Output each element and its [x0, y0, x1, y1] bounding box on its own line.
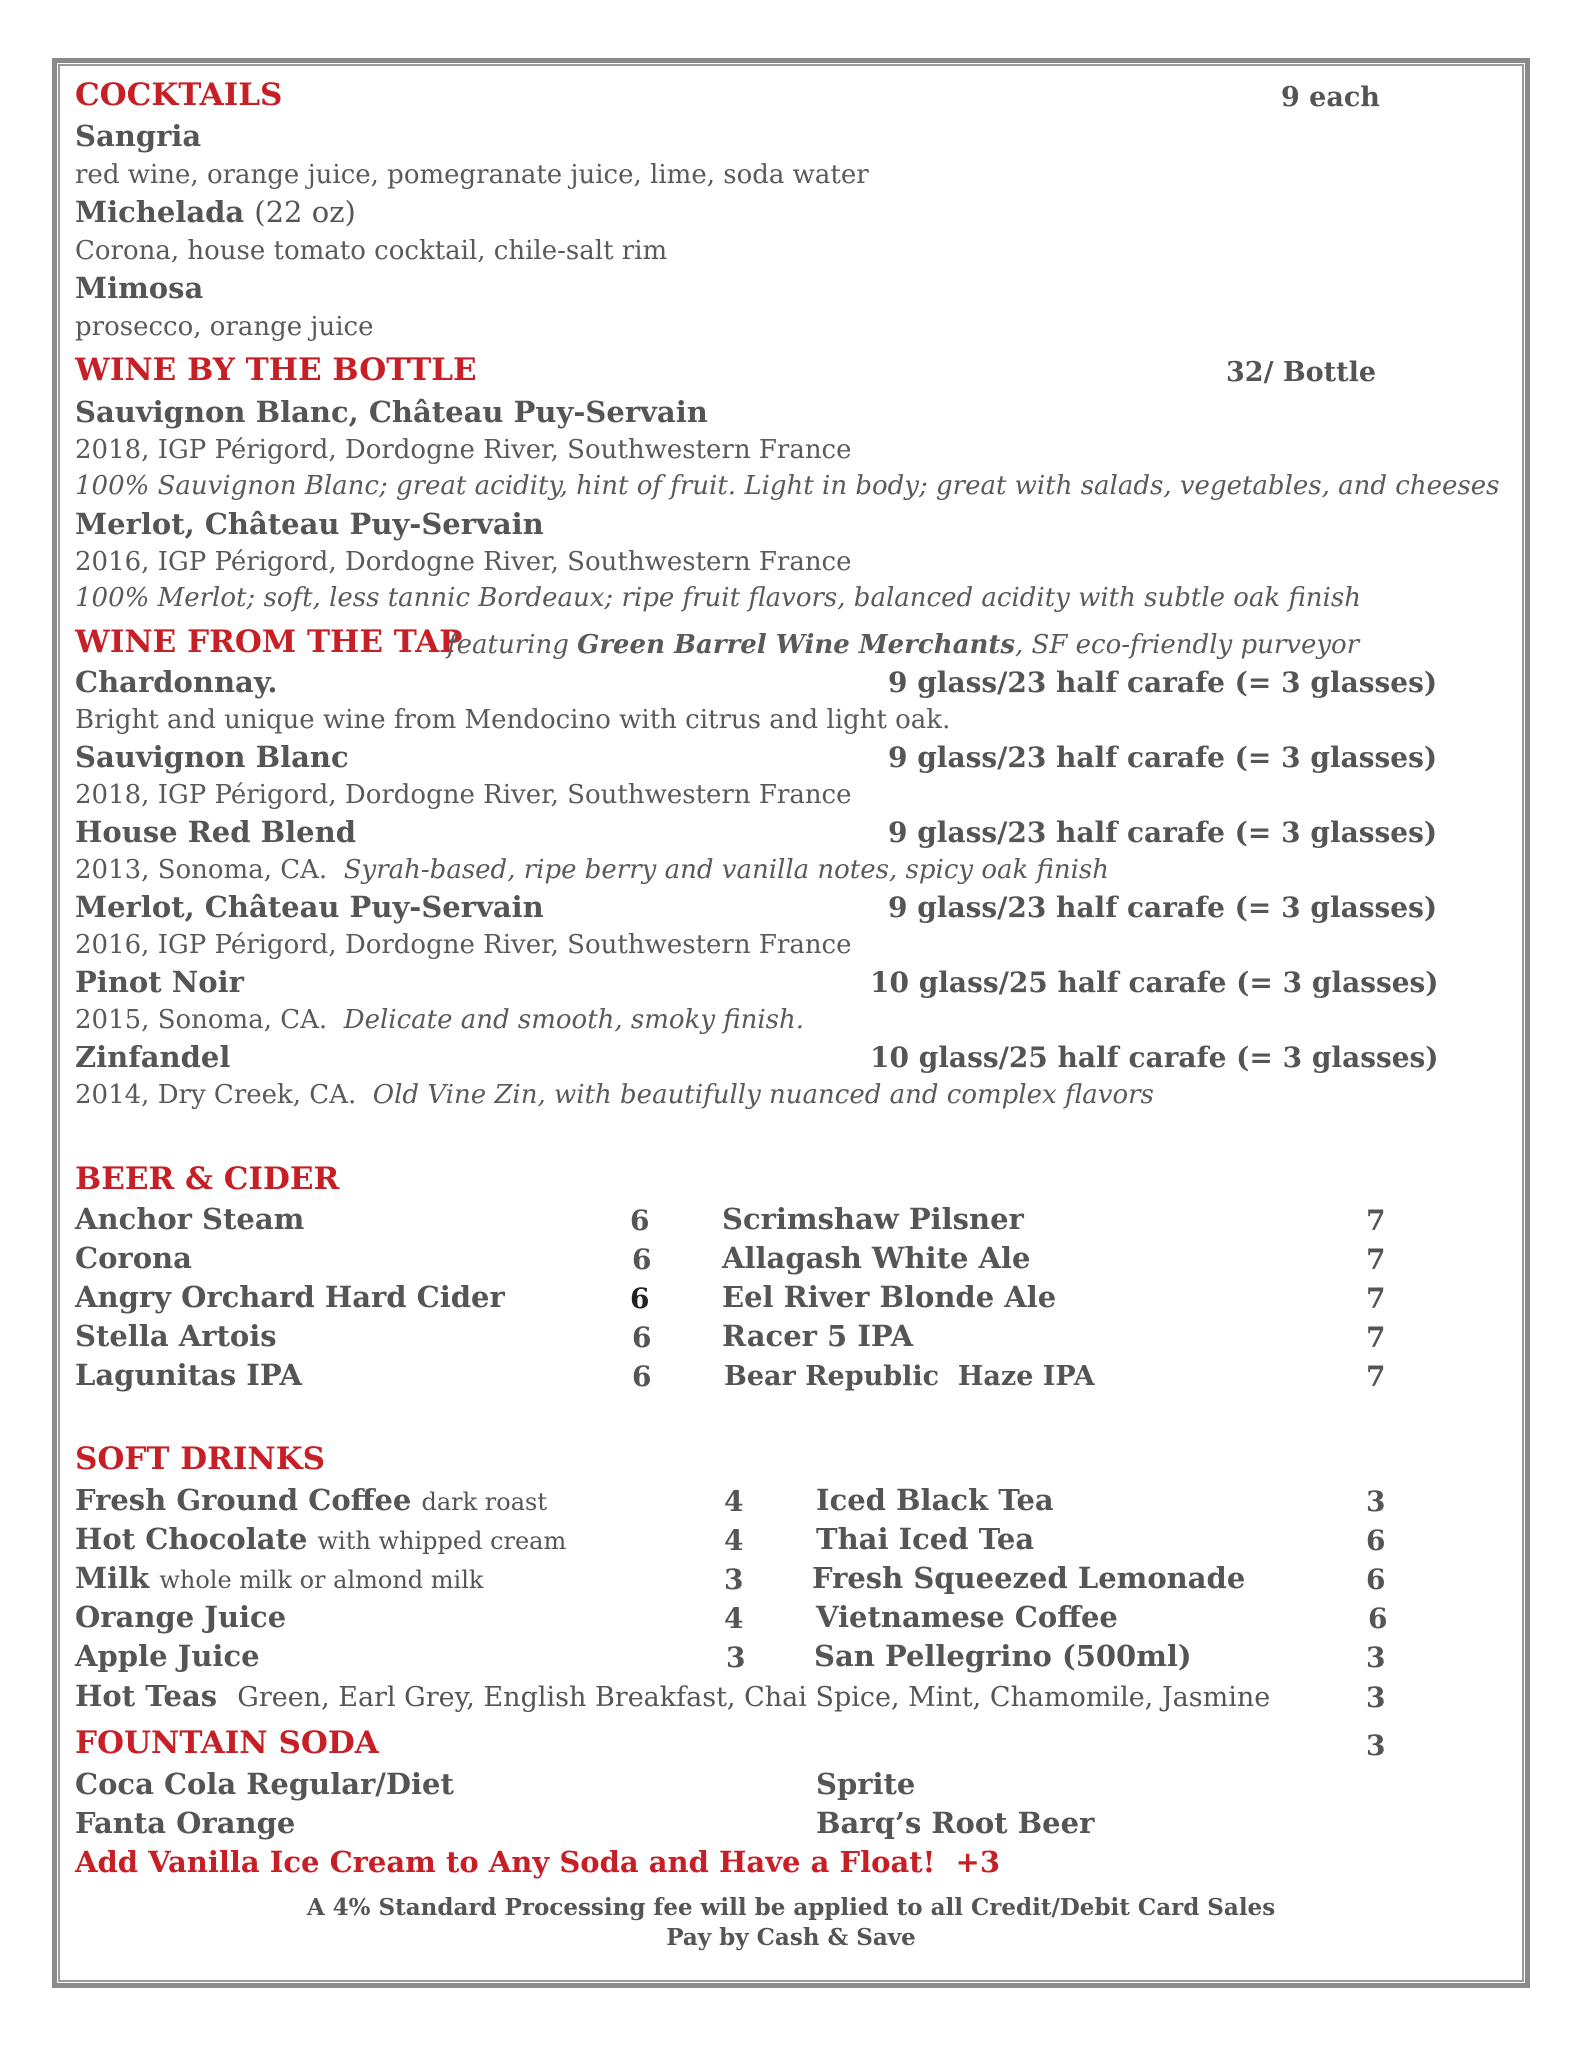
item-name: Mimosa	[75, 271, 204, 305]
item-size: (22 oz)	[254, 195, 356, 229]
drink-name: Iced Black Tea	[816, 1483, 1054, 1517]
item-price: 10 glass/25 half carafe (= 3 glasses)	[870, 966, 1439, 999]
drink-name	[75, 1561, 484, 1595]
drink-price: 4	[724, 1602, 744, 1635]
soft-drinks-heading: SOFT DRINKS	[75, 1441, 326, 1477]
item-name: Sangria	[75, 119, 202, 153]
beer-name: Anchor Steam	[75, 1202, 305, 1236]
beer-price: 7	[1366, 1282, 1386, 1315]
item-name: Merlot, Château Puy-Servain	[75, 507, 544, 541]
item-name: Chardonnay.	[75, 665, 278, 699]
item-origin-notes	[75, 1082, 1154, 1108]
drink-description: Green, Earl Grey, English Breakfast, Chai Spice, Mint, Chamomile, Jasmine	[237, 1682, 1271, 1713]
drink-name: Thai Iced Tea	[816, 1522, 1035, 1556]
beer-price: 6	[632, 1321, 652, 1354]
cocktails-heading: COCKTAILS	[75, 77, 283, 113]
wine-bottle-heading: WINE BY THE BOTTLE	[75, 352, 477, 388]
item-name: Merlot, Château Puy-Servain	[75, 890, 544, 924]
item-name: Zinfandel	[75, 1040, 231, 1074]
item-notes: Old Vine Zin, with beautifully nuanced and complex flavors	[372, 1080, 1154, 1110]
soda-name: Coca Cola Regular/Diet	[75, 1767, 454, 1801]
item-origin: 2018, IGP Périgord, Dordogne River, Southwestern France	[75, 780, 852, 810]
featuring-label: featuring	[447, 630, 569, 660]
beer-name: Corona	[75, 1241, 192, 1275]
item-name	[75, 195, 356, 229]
item-price: 9 glass/23 half carafe (= 3 glasses)	[888, 666, 1438, 699]
drink-description: dark roast	[421, 1488, 547, 1516]
beer-name: Scrimshaw Pilsner	[722, 1202, 1024, 1236]
beer-price: 6	[630, 1282, 650, 1315]
wine-tap-heading: WINE FROM THE TAP	[75, 624, 463, 660]
beer-price: 6	[632, 1243, 652, 1276]
beer-price: 6	[630, 1204, 650, 1237]
item-price: 9 glass/23 half carafe (= 3 glasses)	[888, 891, 1438, 924]
soda-name: Sprite	[816, 1767, 916, 1801]
drink-price: 6	[1366, 1524, 1386, 1557]
drink-price: 6	[1366, 1563, 1386, 1596]
card-fee-notice: A 4% Standard Processing fee will be applied to all Credit/Debit Card Sales	[306, 1894, 1276, 1921]
drink-name	[75, 1522, 567, 1556]
item-price: 10 glass/25 half carafe (= 3 glasses)	[870, 1041, 1439, 1074]
beer-name: Eel River Blonde Ale	[722, 1280, 1057, 1314]
beer-price: 7	[1366, 1321, 1386, 1354]
drink-description: with whipped cream	[317, 1527, 567, 1555]
cocktails-price: 9 each	[1281, 82, 1380, 113]
item-origin: 2016, IGP Périgord, Dordogne River, Southwestern France	[75, 547, 852, 577]
wine-bottle-price: 32/ Bottle	[1226, 357, 1377, 388]
drink-name: Vietnamese Coffee	[816, 1600, 1118, 1634]
drink-name: Fresh Squeezed Lemonade	[812, 1561, 1246, 1595]
beer-name: Lagunitas IPA	[75, 1358, 303, 1392]
drink-name: San Pellegrino (500ml)	[814, 1639, 1192, 1673]
item-origin: 2018, IGP Périgord, Dordogne River, Southwestern France	[75, 435, 852, 465]
item-name: House Red Blend	[75, 815, 356, 849]
beer-price: 7	[1366, 1360, 1386, 1393]
cash-savings-notice: Pay by Cash & Save	[666, 1924, 916, 1951]
drink-price: 6	[1368, 1602, 1388, 1635]
item-origin: 2016, IGP Périgord, Dordogne River, Southwestern France	[75, 930, 852, 960]
item-name: Sauvignon Blanc, Château Puy-Servain	[75, 395, 708, 429]
fountain-soda-price: 3	[1366, 1729, 1386, 1762]
beer-name: Angry Orchard Hard Cider	[75, 1280, 505, 1314]
item-notes: 100% Merlot; soft, less tannic Bordeaux; ripe fruit flavors, balanced acidity with subtle oak finish	[75, 583, 1361, 613]
drink-price: 3	[724, 1563, 744, 1596]
item-origin-notes	[75, 1007, 804, 1033]
item-description: Corona, house tomato cocktail, chile-salt rim	[75, 236, 668, 266]
hot-teas-row	[75, 1679, 1271, 1713]
drink-price: 4	[724, 1524, 744, 1557]
item-origin-notes	[75, 857, 1109, 883]
soda-name: Barq’s Root Beer	[816, 1806, 1095, 1840]
beer-price: 6	[632, 1360, 652, 1393]
item-description: prosecco, orange juice	[75, 312, 374, 342]
float-offer: Add Vanilla Ice Cream to Any Soda and Have a Float! +3	[75, 1845, 1001, 1879]
item-price: 9 glass/23 half carafe (= 3 glasses)	[888, 816, 1438, 849]
beer-heading: BEER & CIDER	[75, 1161, 340, 1197]
drink-price: 3	[1366, 1641, 1386, 1674]
featuring-description: , SF eco-friendly purveyor	[1015, 630, 1360, 660]
item-origin: 2013, Sonoma, CA.	[75, 855, 328, 885]
wine-tap-featuring	[447, 632, 1359, 658]
beer-name: Bear Republic Haze IPA	[724, 1361, 1095, 1392]
drink-name-text: Fresh Ground Coffee	[75, 1483, 412, 1517]
beer-price: 7	[1366, 1204, 1386, 1237]
beer-price: 7	[1366, 1243, 1386, 1276]
item-origin: Bright and unique wine from Mendocino with citrus and light oak.	[75, 705, 951, 735]
drink-name-text: Hot Teas	[75, 1679, 218, 1713]
drink-price: 4	[724, 1485, 744, 1518]
item-origin: 2014, Dry Creek, CA.	[75, 1080, 357, 1110]
drink-price: 3	[1366, 1485, 1386, 1518]
drink-price: 3	[726, 1641, 746, 1674]
item-notes: Delicate and smooth, smoky finish.	[343, 1005, 805, 1035]
drink-price: 3	[1366, 1681, 1386, 1714]
item-price: 9 glass/23 half carafe (= 3 glasses)	[888, 741, 1438, 774]
drink-name: Apple Juice	[75, 1639, 260, 1673]
drink-description: whole milk or almond milk	[159, 1566, 484, 1594]
drink-name: Orange Juice	[75, 1600, 287, 1634]
item-notes: 100% Sauvignon Blanc; great acidity, hint of fruit. Light in body; great with salads, vegetables, and cheeses	[75, 471, 1500, 501]
item-notes: Syrah-based, ripe berry and vanilla notes, spicy oak finish	[343, 855, 1109, 885]
fountain-soda-heading: FOUNTAIN SODA	[75, 1725, 379, 1761]
drink-name-text: Milk	[75, 1561, 150, 1595]
item-origin: 2015, Sonoma, CA.	[75, 1005, 328, 1035]
item-name: Pinot Noir	[75, 965, 244, 999]
beer-name: Stella Artois	[75, 1319, 277, 1353]
drink-name-text: Hot Chocolate	[75, 1522, 308, 1556]
item-description: red wine, orange juice, pomegranate juice, lime, soda water	[75, 160, 869, 190]
beer-name: Racer 5 IPA	[722, 1319, 914, 1353]
item-name-text: Michelada	[75, 195, 245, 229]
drink-name	[75, 1483, 547, 1517]
featuring-merchant: Green Barrel Wine Merchants	[577, 630, 1016, 660]
item-name: Sauvignon Blanc	[75, 740, 349, 774]
soda-name: Fanta Orange	[75, 1806, 296, 1840]
beer-name: Allagash White Ale	[722, 1241, 1031, 1275]
